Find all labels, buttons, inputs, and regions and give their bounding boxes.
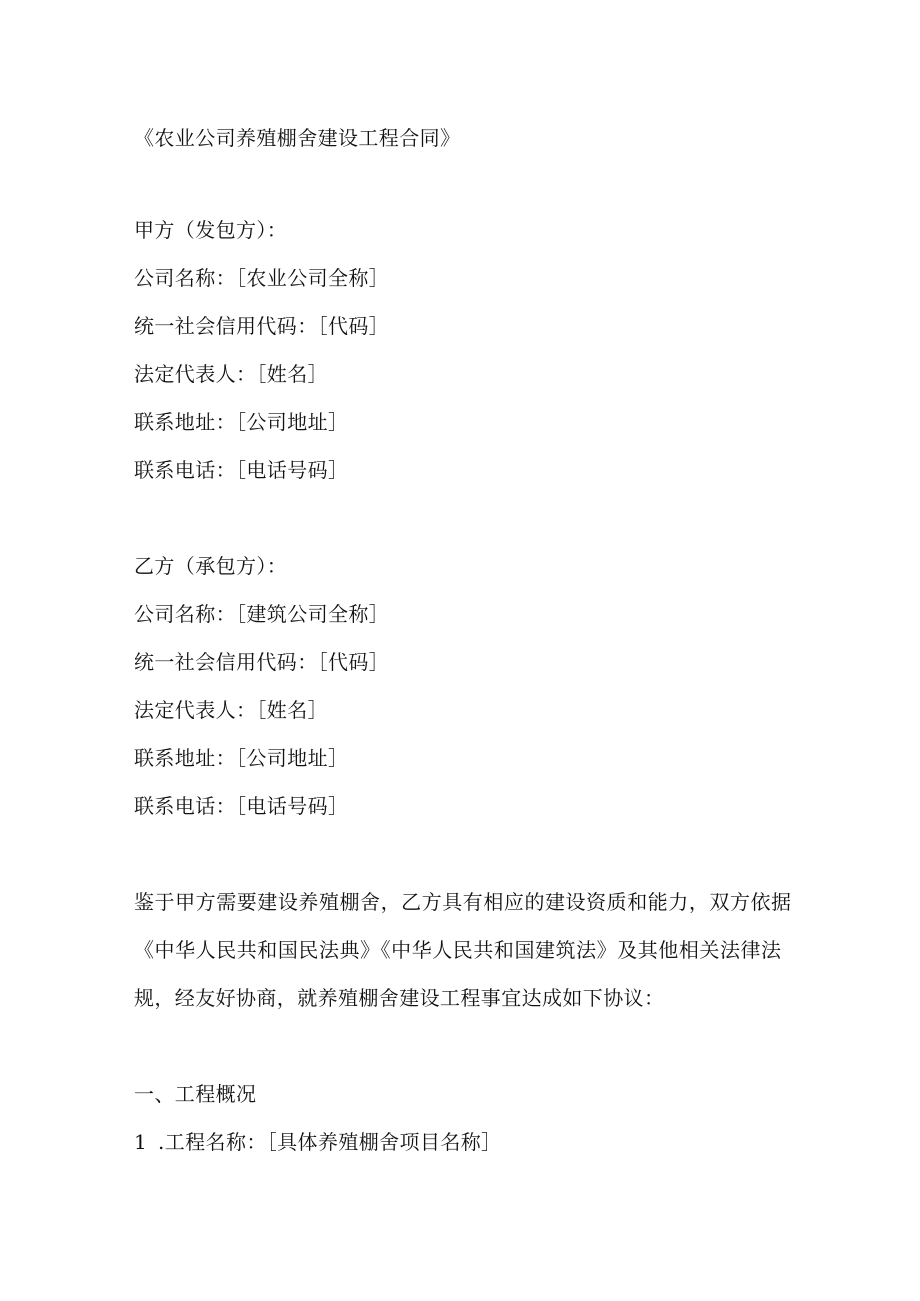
party-a-address: 联系地址：［公司地址］ <box>134 410 349 434</box>
section-one-item-1 <box>134 1128 502 1156</box>
item-number: 1 <box>134 1130 148 1154</box>
party-a-company-name: 公司名称：［农业公司全称］ <box>134 266 390 290</box>
party-a-credit-code: 统一社会信用代码：［代码］ <box>134 314 390 338</box>
party-b-company-name: 公司名称：［建筑公司全称］ <box>134 602 390 626</box>
party-a-phone: 联系电话：［电话号码］ <box>134 458 349 482</box>
party-a-legal-rep: 法定代表人：［姓名］ <box>134 362 328 386</box>
party-a-heading: 甲方（发包方）： <box>134 218 288 242</box>
document-title: 《农业公司养殖棚舍建设工程合同》 <box>134 126 461 150</box>
party-b-legal-rep: 法定代表人：［姓名］ <box>134 698 328 722</box>
item-text: .工程名称：［具体养殖棚舍项目名称］ <box>158 1130 502 1154</box>
party-b-heading: 乙方（承包方）： <box>134 554 288 578</box>
preamble-line-3: 规，经友好协商，就养殖棚舍建设工程事宜达成如下协议： <box>134 986 665 1010</box>
party-b-credit-code: 统一社会信用代码：［代码］ <box>134 650 390 674</box>
section-one-heading: 一、工程概况 <box>134 1082 257 1106</box>
preamble-line-2: 《中华人民共和国民法典》《中华人民共和国建筑法》及其他相关法律法 <box>134 938 782 962</box>
preamble-line-1: 鉴于甲方需要建设养殖棚舍，乙方具有相应的建设资质和能力，双方依据 <box>134 890 792 914</box>
party-b-phone: 联系电话：［电话号码］ <box>134 794 349 818</box>
party-b-address: 联系地址：［公司地址］ <box>134 746 349 770</box>
